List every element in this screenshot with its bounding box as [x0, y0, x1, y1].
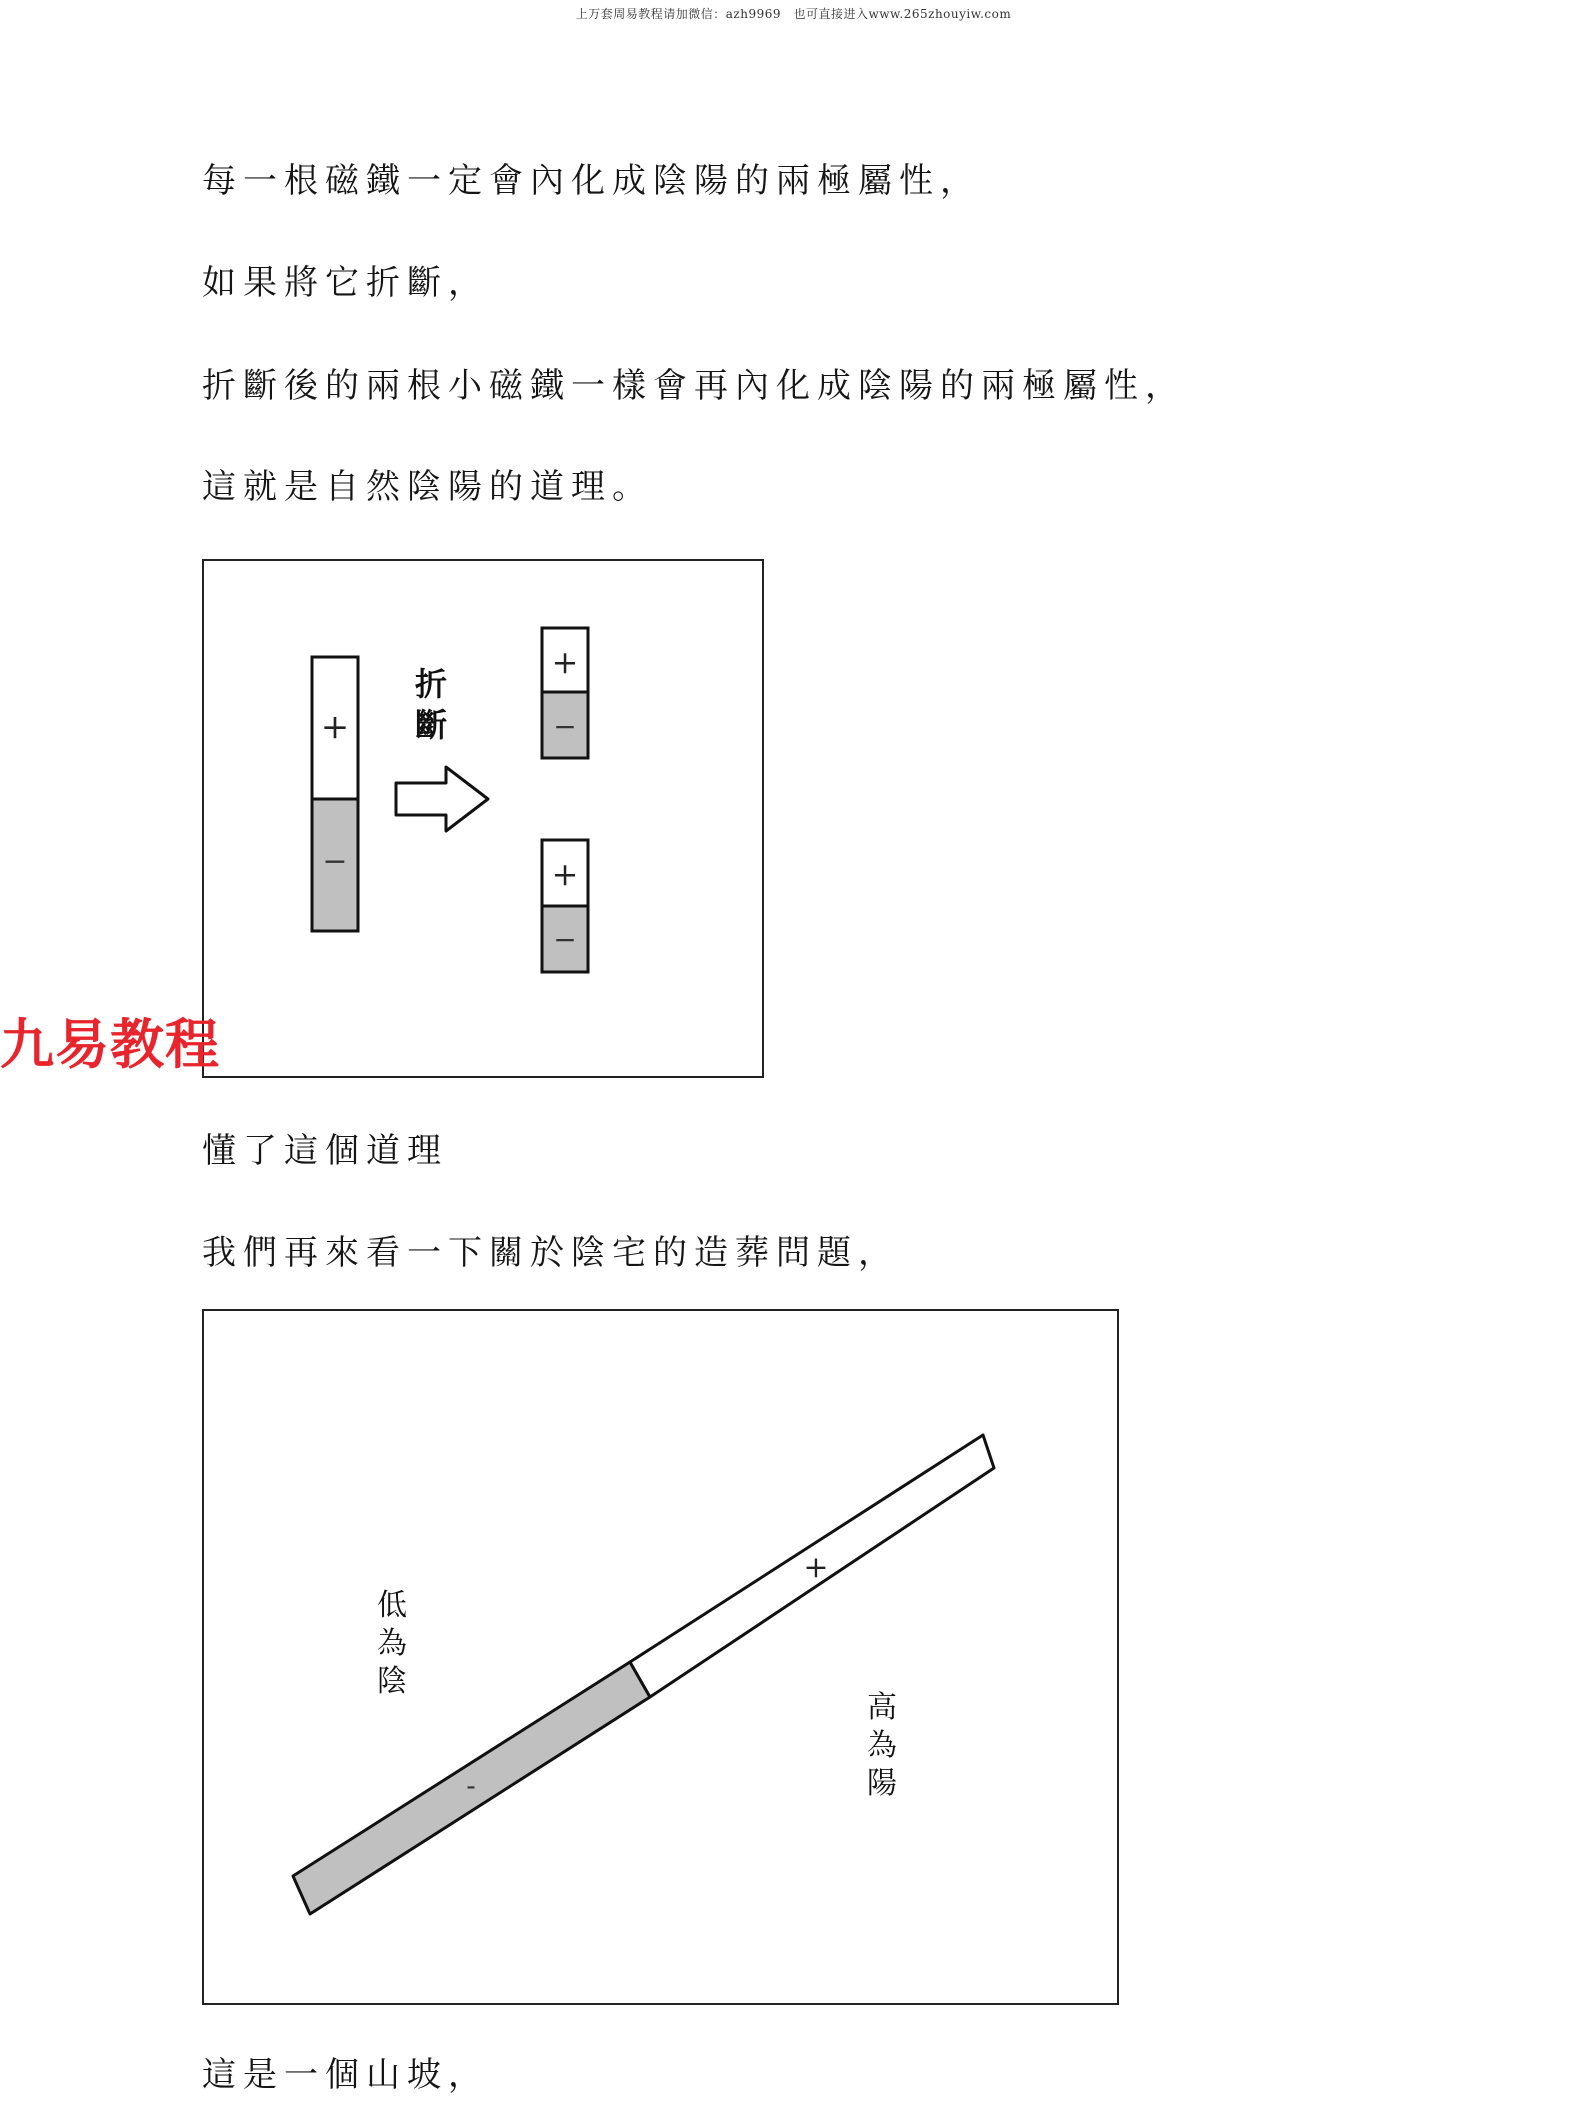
paragraph-1: 每一根磁鐵一定會內化成陰陽的兩極屬性，	[202, 161, 981, 201]
paragraph-4: 這就是自然陰陽的道理。	[202, 467, 653, 507]
paragraph-7: 這是一個山坡，	[202, 2055, 489, 2095]
right-arrow-icon	[396, 767, 488, 831]
big-magnet-plus: +	[320, 707, 350, 747]
arrow-label-char-1: 折	[414, 665, 448, 703]
page-header-text: 上万套周易教程请加微信：azh9969 也可直接进入www.265zhouyiw.com	[575, 7, 1012, 21]
slope-figure	[202, 1309, 1119, 2005]
paragraph-2: 如果將它折斷，	[202, 263, 489, 303]
small-magnet-top-plus: +	[551, 643, 579, 681]
high-label-char-1: 高	[867, 1690, 897, 1725]
small-magnet-bottom-minus: −	[553, 923, 577, 956]
paragraph-3: 折斷後的兩根小磁鐵一樣會再內化成陰陽的兩極屬性，	[202, 366, 1186, 406]
high-label-char-2: 為	[867, 1728, 897, 1763]
slope-minus: -	[466, 1769, 476, 1802]
slope-diagram	[204, 1311, 1117, 2003]
low-label-char-2: 為	[377, 1626, 407, 1661]
magnet-break-figure	[202, 559, 764, 1078]
low-label-char-1: 低	[377, 1588, 407, 1623]
high-label-char-3: 陽	[867, 1766, 897, 1801]
small-magnet-top-minus: −	[553, 710, 577, 743]
big-magnet-minus: −	[322, 844, 348, 879]
arrow-label-char-2: 斷	[414, 706, 448, 744]
watermark-logo-text: 九易教程	[0, 1013, 220, 1076]
paragraph-6: 我們再來看一下關於陰宅的造葬問題，	[202, 1233, 899, 1273]
slope-plus: +	[803, 1550, 829, 1585]
paragraph-5: 懂了這個道理	[202, 1131, 448, 1171]
low-label-char-3: 陰	[377, 1664, 407, 1699]
magnet-break-diagram	[204, 561, 762, 1076]
small-magnet-bottom-plus: +	[551, 855, 579, 893]
